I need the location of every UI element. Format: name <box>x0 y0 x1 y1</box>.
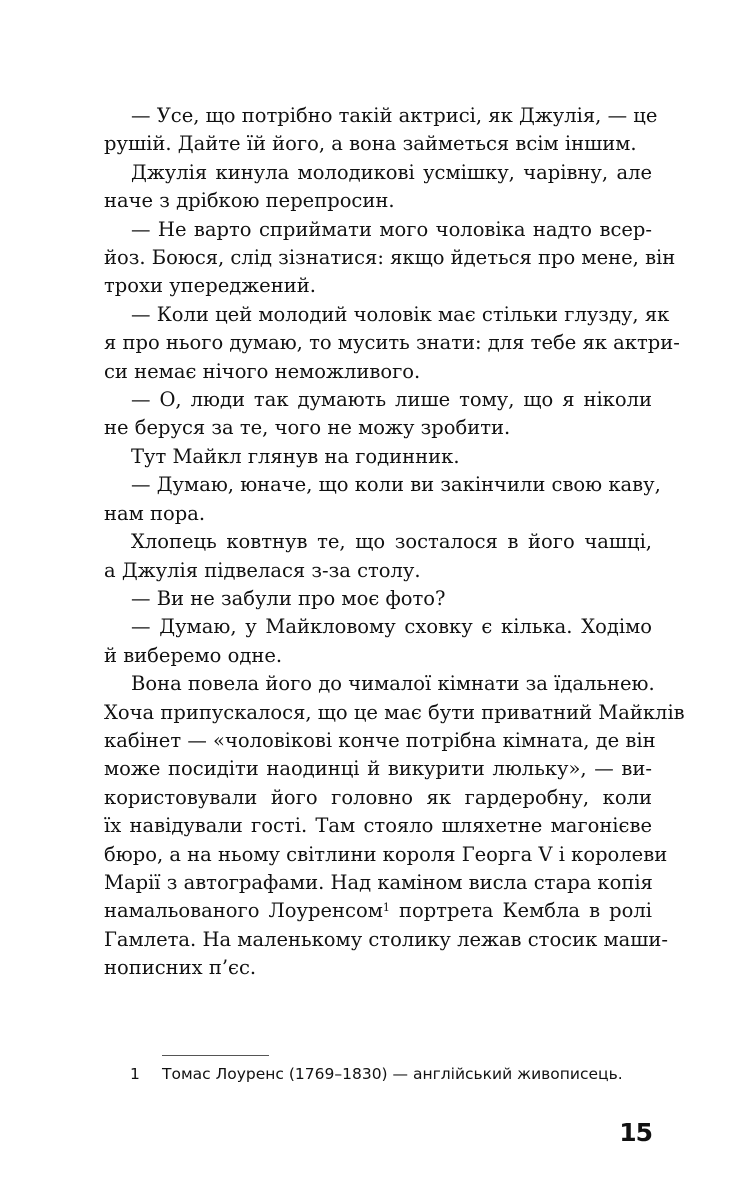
body-text <box>104 102 685 983</box>
paragraph <box>104 159 652 216</box>
text-line: може посидіти наодинці й викурити люльку», — ви- <box>104 757 652 781</box>
text-line: й виберемо одне. <box>104 643 283 667</box>
paragraph <box>104 216 676 301</box>
text-segment: портрета Кембла в ролі <box>398 899 652 923</box>
footnote-text: Томас Лоуренс (1769–1830) — англійський живописець. <box>162 1065 623 1083</box>
text-line: — Коли цей молодий чоловік має стільки глузду, як <box>131 302 670 326</box>
text-line: Гамлета. На маленькому столику лежав стосик маши- <box>104 927 668 951</box>
text-segment: намальованого Лоуренсом <box>104 899 383 923</box>
text-line: — Не варто сприймати мого чоловіка надто всер- <box>131 217 652 241</box>
text-line: а Джулія підвелася з-за столу. <box>104 558 421 582</box>
text-line: нам пора. <box>104 501 206 525</box>
text-line: йоз. Боюся, слід зізнатися: якщо йдеться про мене, він <box>104 246 676 270</box>
text-line: Джулія кинула молодикові усмішку, чарівну, але <box>131 160 652 184</box>
text-line: Хлопець ковтнув те, що зосталося в його чашці, <box>131 530 652 554</box>
paragraph <box>104 670 685 982</box>
paragraph <box>104 102 658 159</box>
footnote-divider <box>162 1055 269 1056</box>
text-line: Хоча припускалося, що це має бути приватний Майклів <box>104 700 685 724</box>
text-line: — Усе, що потрібно такій актрисі, як Джулія, — це <box>131 104 658 127</box>
text-line-with-footnote <box>104 897 652 925</box>
paragraph <box>104 386 652 443</box>
footnote-number: 1 <box>130 1065 140 1083</box>
footnote <box>130 1062 670 1086</box>
text-line: — О, люди так думають лише тому, що я ніколи <box>131 388 652 412</box>
paragraph <box>104 443 652 471</box>
text-line: я про нього думаю, то мусить знати: для тебе як актри- <box>104 331 680 355</box>
text-line: Марії з автографами. Над каміном висла стара копія <box>104 870 653 894</box>
text-line: — Ви не забули про моє фото? <box>131 586 446 610</box>
text-line: наче з дрібкою перепросин. <box>104 189 395 213</box>
text-line: бюро, а на ньому світлини короля Георга V і королеви <box>104 842 668 866</box>
footnote-marker[interactable]: 1 <box>382 901 390 915</box>
paragraph <box>104 613 652 670</box>
paragraph <box>104 301 680 386</box>
text-line: — Думаю, у Майкловому сховку є кілька. Ходімо <box>131 615 652 639</box>
text-line: Тут Майкл глянув на годинник. <box>131 444 460 468</box>
text-line: нописних п’єс. <box>104 956 257 980</box>
text-line: — Думаю, юначе, що коли ви закінчили свою каву, <box>131 473 661 497</box>
paragraph <box>104 585 652 613</box>
text-line: си немає нічого неможливого. <box>104 359 421 383</box>
text-line: не беруся за те, чого не можу зробити. <box>104 416 511 440</box>
text-line: їх навідували гості. Там стояло шляхетне магонієве <box>104 814 652 838</box>
page-number: 15 <box>619 1118 652 1147</box>
text-line: рушій. Дайте їй його, а вона займеться всім іншим. <box>104 132 637 156</box>
text-line: трохи упереджений. <box>104 274 316 298</box>
paragraph <box>104 471 661 528</box>
paragraph <box>104 528 652 585</box>
text-line: користовували його головно як гардеробну, коли <box>104 785 652 809</box>
text-line: Вона повела його до чималої кімнати за їдальнею. <box>131 672 655 696</box>
text-line: кабінет — «чоловікові конче потрібна кімната, де він <box>104 728 656 752</box>
